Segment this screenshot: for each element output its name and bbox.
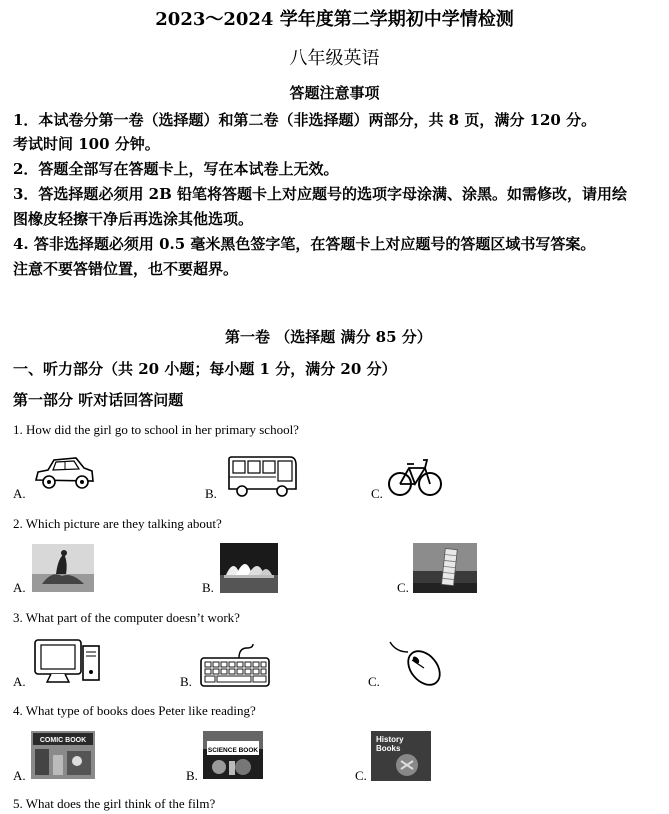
science-book-cover (203, 731, 263, 779)
option-2c-label: C. (397, 580, 409, 595)
note-line-7: 注意不要答错位置，也不要超界。 (13, 260, 239, 278)
subpart-title: 第一部分 听对话回答问题 (13, 391, 184, 409)
option-1a-label: A. (13, 486, 26, 501)
option-3c-label: C. (368, 674, 380, 689)
exam-subtitle: 八年级英语 (289, 48, 380, 69)
note-line-5: 图橡皮轻擦干净后再选涂其他选项。 (13, 210, 254, 228)
option-2b-label: B. (202, 580, 214, 595)
option-4c-label: C. (355, 768, 367, 783)
section-title: 第一卷 （选择题 满分 85 分） (225, 328, 432, 346)
question-1: 1. How did the girl go to school in her primary school? (13, 422, 299, 437)
exam-title: 2023～2024 学年度第二学期初中学情检测 (155, 9, 514, 30)
notice-title: 答题注意事项 (289, 84, 380, 102)
part-title: 一、听力部分（共 20 小题；每小题 1 分，满分 20 分） (13, 360, 397, 378)
option-3b-label: B. (180, 674, 192, 689)
history-cover-line-1: History (376, 735, 404, 744)
note-line-2: 考试时间 100 分钟。 (13, 135, 160, 153)
note-line-1: 1．本试卷分第一卷（选择题）和第二卷（非选择题）两部分，共 8 页，满分 120 分。 (13, 111, 597, 129)
comic-book-cover (31, 731, 95, 779)
history-book-cover (371, 731, 431, 781)
note-line-4: 3．答选择题必须用 2B 铅笔将答题卡上对应题号的选项字母涂满、涂黑。如需修改，请用绘 (13, 185, 628, 203)
question-5: 5. What does the girl think of the film? (13, 796, 216, 811)
keyboard-icon (199, 642, 271, 688)
option-1b-label: B. (205, 486, 217, 501)
option-2a-label: A. (13, 580, 26, 595)
history-cover-line-2: Books (376, 744, 401, 753)
option-1c-label: C. (371, 486, 383, 501)
option-3a-label: A. (13, 674, 26, 689)
note-line-3: 2．答题全部写在答题卡上，写在本试卷上无效。 (13, 160, 339, 178)
option-4b-label: B. (186, 768, 198, 783)
question-2: 2. Which picture are they talking about? (13, 516, 222, 531)
mermaid-statue-photo (32, 544, 94, 592)
option-4a-label: A. (13, 768, 26, 783)
leaning-tower-photo (413, 543, 477, 593)
comic-book-cover-title: COMIC BOOK (39, 737, 87, 744)
car-icon (32, 452, 96, 494)
computer-monitor-icon (33, 638, 103, 686)
science-book-cover-title: SCIENCE BOOK (207, 747, 259, 754)
question-3: 3. What part of the computer doesn’t work? (13, 610, 240, 625)
sydney-opera-house-photo (220, 543, 278, 593)
mouse-icon (386, 638, 446, 688)
question-4: 4. What type of books does Peter like reading? (13, 703, 256, 718)
bus-icon (226, 455, 298, 499)
note-line-6: 4. 答非选择题必须用 0.5 毫米黑色签字笔，在答题卡上对应题号的答题区域书写答案。 (13, 235, 596, 253)
bicycle-icon (387, 450, 443, 498)
